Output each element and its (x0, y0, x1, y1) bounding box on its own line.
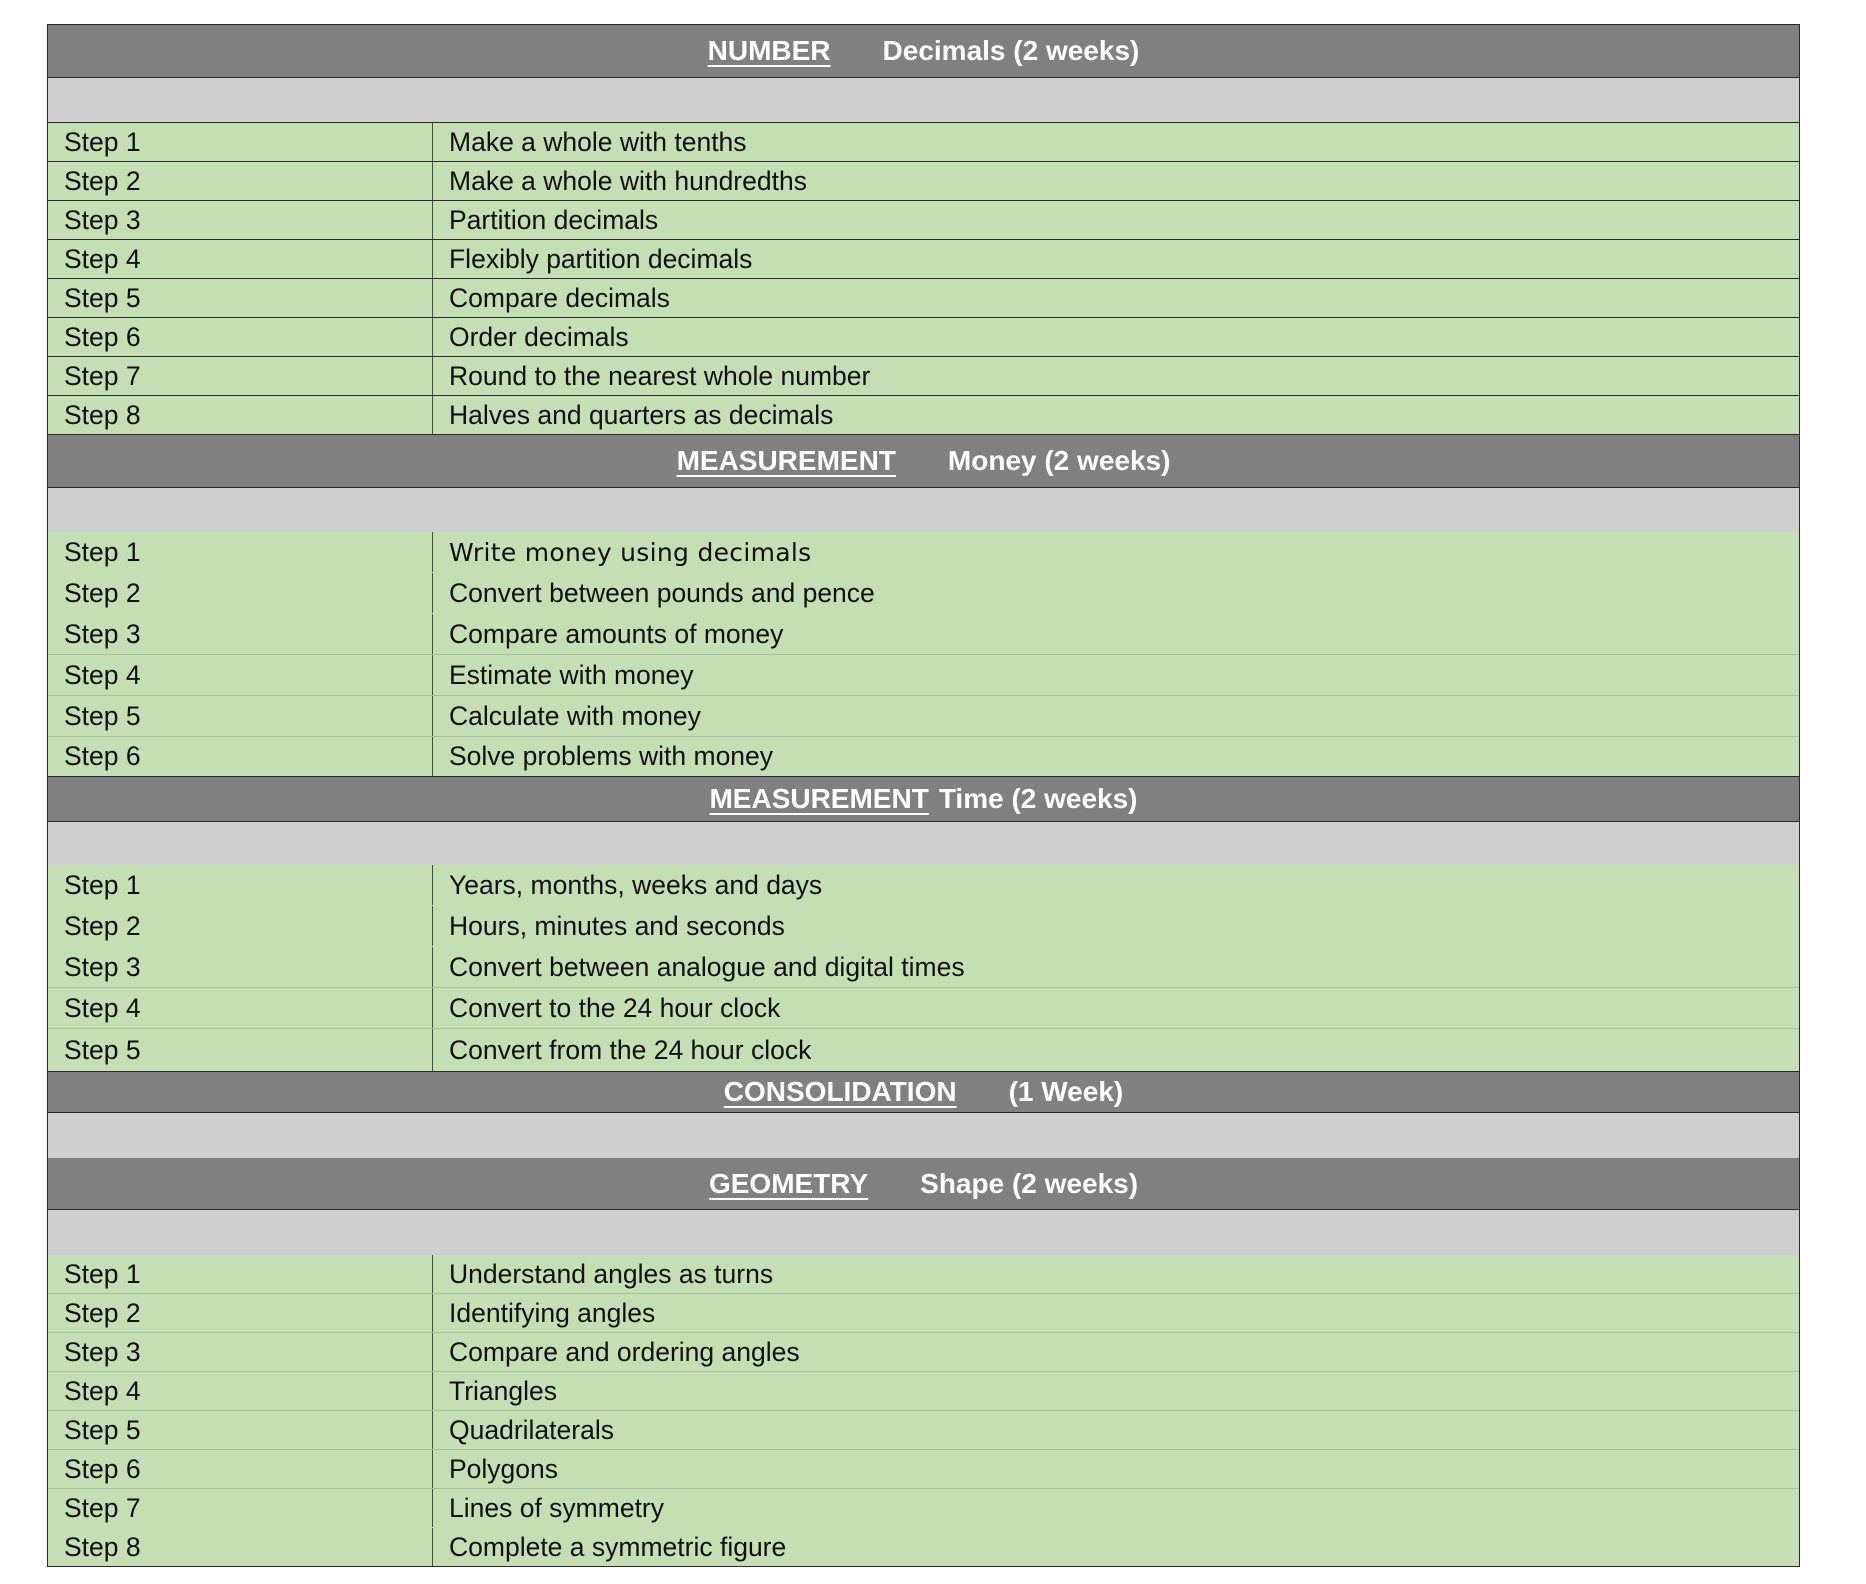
step-text: Flexibly partition decimals (449, 243, 753, 274)
table-row (48, 279, 1799, 318)
step-label: Step 4 (48, 655, 433, 695)
step-label: Step 5 (48, 696, 433, 736)
step-text: Convert from the 24 hour clock (449, 1034, 812, 1065)
step-label: Step 3 (48, 614, 433, 654)
step-label: Step 6 (48, 737, 433, 776)
table-row (48, 1450, 1799, 1489)
step-text: Identifying angles (449, 1297, 656, 1328)
section-category: GEOMETRY (708, 1167, 869, 1199)
table-row (48, 1333, 1799, 1372)
step-text: Years, months, weeks and days (449, 869, 823, 900)
step-label: Step 4 (48, 240, 433, 278)
step-label: Step 5 (48, 1411, 433, 1449)
step-label: Step 6 (48, 318, 433, 356)
step-label: Step 4 (48, 988, 433, 1028)
step-label: Step 6 (48, 1450, 433, 1488)
section-consolidation (48, 1072, 1799, 1158)
step-label: Step 2 (48, 906, 433, 946)
section-topic: Time (2 weeks) (938, 783, 1138, 814)
section-spacer-band (48, 822, 1799, 865)
table-row (48, 947, 1799, 988)
table-row (48, 1528, 1799, 1566)
step-label: Step 5 (48, 1029, 433, 1071)
step-text: Halves and quarters as decimals (449, 399, 834, 430)
table-row (48, 162, 1799, 201)
section-category: NUMBER (707, 35, 831, 66)
table-row (48, 696, 1799, 737)
step-label: Step 3 (48, 947, 433, 987)
step-text: Round to the nearest whole number (449, 360, 871, 391)
table-row (48, 532, 1799, 573)
section-number-decimals (48, 25, 1799, 435)
table-row (48, 1489, 1799, 1528)
table-row (48, 573, 1799, 614)
section-measurement-time (48, 777, 1799, 1072)
section-category: MEASUREMENT (709, 783, 929, 814)
step-label: Step 5 (48, 279, 433, 317)
section-measurement-money (48, 435, 1799, 777)
step-label: Step 3 (48, 201, 433, 239)
step-text: Write money using decimals (449, 537, 812, 567)
table-row (48, 614, 1799, 655)
step-label: Step 1 (48, 532, 433, 572)
step-label: Step 1 (48, 865, 433, 905)
table-row (48, 906, 1799, 947)
table-row (48, 1255, 1799, 1294)
step-text: Solve problems with money (449, 741, 774, 771)
table-row (48, 1411, 1799, 1450)
step-label: Step 8 (48, 1528, 433, 1566)
section-spacer-band (48, 78, 1799, 123)
table-row (48, 1372, 1799, 1411)
step-text: Hours, minutes and seconds (449, 910, 785, 941)
step-label: Step 2 (48, 162, 433, 200)
section-header (48, 1158, 1799, 1210)
step-text: Order decimals (449, 321, 629, 352)
step-text: Quadrilaterals (449, 1414, 614, 1445)
step-label: Step 3 (48, 1333, 433, 1371)
step-text: Make a whole with hundredths (449, 165, 807, 196)
step-label: Step 7 (48, 357, 433, 395)
table-row (48, 655, 1799, 696)
step-text: Estimate with money (449, 659, 694, 690)
step-label: Step 8 (48, 396, 433, 434)
step-text: Make a whole with tenths (449, 126, 747, 157)
step-text: Triangles (449, 1375, 558, 1406)
step-label: Step 1 (48, 123, 433, 161)
table-row (48, 1294, 1799, 1333)
step-text: Convert between analogue and digital times (449, 951, 965, 982)
section-spacer-band (48, 1113, 1799, 1158)
table-row (48, 737, 1799, 777)
section-topic: (1 Week) (1008, 1076, 1124, 1107)
step-text: Compare and ordering angles (449, 1336, 800, 1367)
table-row (48, 357, 1799, 396)
section-spacer-band (48, 1210, 1799, 1255)
section-geometry-shape (48, 1158, 1799, 1566)
step-text: Complete a symmetric figure (449, 1531, 787, 1562)
table-row (48, 201, 1799, 240)
step-label: Step 2 (48, 1294, 433, 1332)
step-text: Convert between pounds and pence (449, 577, 875, 608)
section-topic: Money (2 weeks) (947, 445, 1171, 476)
table-row (48, 396, 1799, 435)
table-row (48, 240, 1799, 279)
section-header (48, 1072, 1799, 1113)
table-row (48, 1029, 1799, 1072)
table-row (48, 988, 1799, 1029)
section-header (48, 435, 1799, 488)
table-row (48, 865, 1799, 906)
section-topic: Decimals (2 weeks) (882, 35, 1140, 66)
section-topic: Shape (2 weeks) (920, 1167, 1139, 1199)
step-text: Partition decimals (449, 204, 659, 235)
table-row (48, 318, 1799, 357)
section-header (48, 777, 1799, 822)
step-text: Compare decimals (449, 282, 670, 313)
step-text: Convert to the 24 hour clock (449, 992, 781, 1023)
scheme-of-learning-table (47, 24, 1800, 1567)
step-text: Polygons (449, 1453, 559, 1484)
section-category: MEASUREMENT (676, 445, 896, 476)
step-label: Step 1 (48, 1255, 433, 1293)
step-label: Step 7 (48, 1489, 433, 1527)
step-text: Calculate with money (449, 700, 701, 731)
step-text: Compare amounts of money (449, 618, 784, 649)
step-text: Lines of symmetry (449, 1492, 665, 1523)
section-spacer-band (48, 488, 1799, 532)
step-label: Step 2 (48, 573, 433, 613)
section-header (48, 25, 1799, 78)
step-label: Step 4 (48, 1372, 433, 1410)
step-text: Understand angles as turns (449, 1258, 774, 1289)
section-category: CONSOLIDATION (723, 1076, 957, 1107)
table-row (48, 123, 1799, 162)
